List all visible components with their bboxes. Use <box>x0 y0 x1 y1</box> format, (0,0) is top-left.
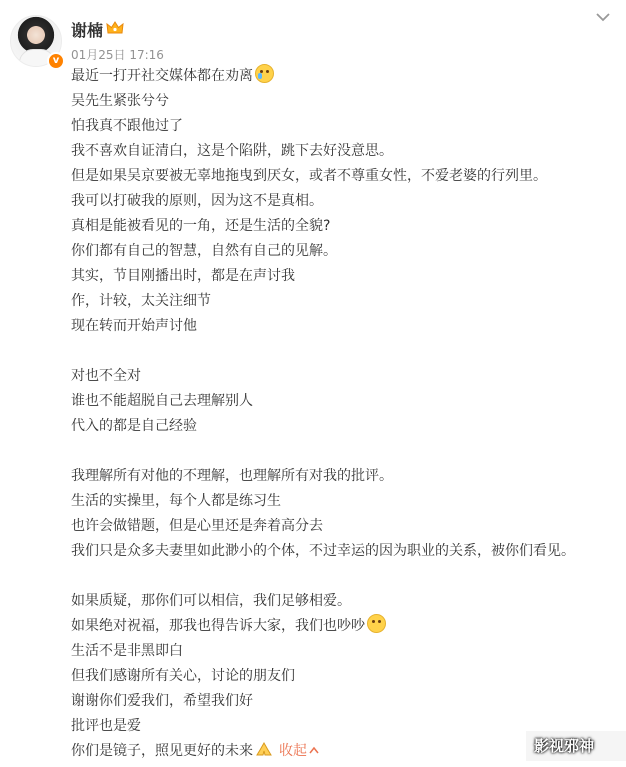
post-line: 作，计较，太关注细节 <box>71 293 211 309</box>
post-line: 谁也不能超脱自己去理解别人 <box>71 393 253 409</box>
post-line: 我不喜欢自证清白，这是个陷阱，跳下去好没意思。 <box>71 143 393 159</box>
post-line: 吴先生紧张兮兮 <box>71 93 169 109</box>
post-line: 其实，节目刚播出时，都是在声讨我 <box>71 268 295 284</box>
post-line: 最近一打开社交媒体都在劝离 <box>71 64 619 89</box>
post-line: 也许会做错题，但是心里还是奔着高分去 <box>71 518 323 534</box>
blank-line <box>71 339 619 364</box>
post-line: 现在转而开始声讨他 <box>71 318 197 334</box>
post-line: 生活不是非黑即白 <box>71 643 183 659</box>
vip-crown-icon[interactable] <box>106 20 124 36</box>
post-line: 你们是镜子，照见更好的未来 收起 <box>71 739 619 764</box>
verified-badge-icon: v <box>47 52 65 70</box>
blank-line <box>71 439 619 464</box>
praying-hands-emoji-icon <box>255 741 273 757</box>
post-line: 我理解所有对他的不理解，也理解所有对我的批评。 <box>71 468 393 484</box>
grin-emoji-icon <box>367 614 386 633</box>
blank-line <box>71 564 619 589</box>
post-line: 生活的实操里，每个人都是练习生 <box>71 493 281 509</box>
username[interactable]: 谢楠 <box>71 21 104 40</box>
post-line: 真相是能被看见的一角，还是生活的全貌? <box>71 218 331 234</box>
post-line: 批评也是爱 <box>71 718 141 734</box>
post-line: 代入的都是自己经验 <box>71 418 197 434</box>
post-line: 如果质疑，那你们可以相信，我们足够相爱。 <box>71 593 351 609</box>
post-timestamp[interactable]: 01月25日 17:16 <box>71 48 164 62</box>
watermark: 影视邪神 <box>534 737 595 755</box>
chevron-up-icon[interactable] <box>309 746 319 754</box>
post-line: 但是如果吴京要被无辜地拖曳到厌女，或者不尊重女性，不爱老婆的行列里。 <box>71 168 547 184</box>
chevron-down-icon[interactable] <box>594 10 612 24</box>
post-line: 对也不全对 <box>71 368 141 384</box>
post-line: 我们只是众多夫妻里如此渺小的个体，不过幸运的因为职业的关系，被你们看见。 <box>71 543 575 559</box>
post-line: 谢谢你们爱我们，希望我们好 <box>71 693 253 709</box>
post-line: 但我们感谢所有关心，讨论的朋友们 <box>71 668 295 684</box>
post-content <box>71 64 619 764</box>
collapse-link[interactable]: 收起 <box>279 743 319 759</box>
post-line: 如果绝对祝福，那我也得告诉大家，我们也吵吵 <box>71 614 619 639</box>
post-line: 你们都有自己的智慧，自然有自己的见解。 <box>71 243 337 259</box>
post-line: 怕我真不跟他过了 <box>71 118 183 134</box>
crying-emoji-icon <box>255 64 274 83</box>
post-line: 我可以打破我的原则，因为这不是真相。 <box>71 193 323 209</box>
